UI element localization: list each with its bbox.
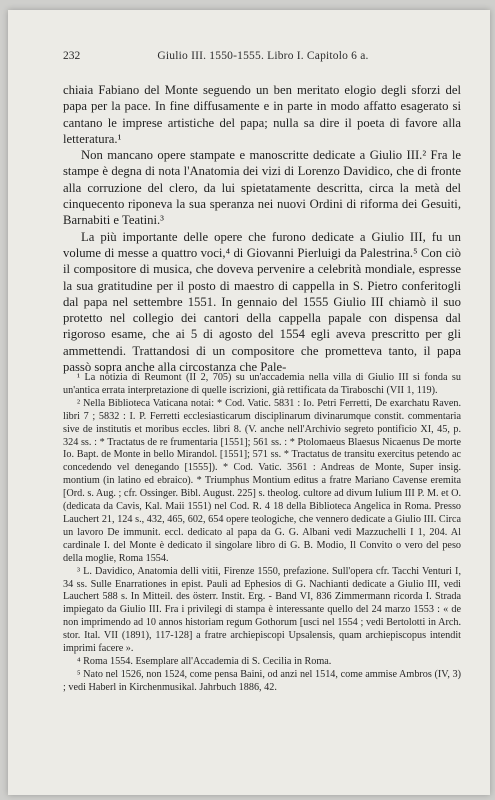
footnote: ³ L. Davidico, Anatomia delli vitii, Firenze 1550, prefazione. Sull'opera cfr. Tacchi Venturi I, 34 ss. Sulle Enarrationes in epist. Pauli ad Ephesios di G. Nachianti dedicate a Giulio III, vedi Lauchert 588 s. In Mitteil. des österr. Instit. Erg. - Band VI, 836 Zimmermann ricorda I. Strada impiegato da Giulio III. Fra i privilegi di stampa è interessante quello del 24 marzo 1553 : « de non imprimendo ad 10 annos historiam regum Gothorum [usci nel 1554 ; vedi Bertolotti in Arch. stor. Ital. VII (1891), 117-128] a fratre archiepiscopi Upsalensis, quam archiepiscopus intendit imprimi facere ». bbox=[63, 565, 461, 655]
paragraph: La più importante delle opere che furono dedicate a Giulio III, fu un volume di messe a quattro voci,⁴ di Giovanni Pierluigi da Palestrina.⁵ Con ciò il compositore di musica, che doveva pervenire a celebrità mondiale, espresse la sua gratitudine per il posto di maestro di cappella in S. Pietro conferitogli dal papa nel settembre 1551. In gennaio del 1555 Giulio III chiamò il suo protetto nel collegio dei cantori della cappella papale con dispensa dal rigoroso esame, che ai 5 di agosto del 1554 egli aveva prescritto per gli ammettendi. Trattandosi di un compositore che prometteva tanto, il papa passò sopra anche alla circostanza che Pale- bbox=[63, 229, 461, 375]
footnote: ¹ La notizia di Reumont (II 2, 705) su un'accademia nella villa di Giulio III si fonda su un'antica errata interpretazione di quelle iscrizioni, già rettificata da Tiraboschi (VII 1, 119). bbox=[63, 372, 461, 396]
book-page bbox=[8, 10, 490, 795]
footnote: ⁴ Roma 1554. Esemplare all'Accademia di S. Cecilia in Roma. bbox=[77, 655, 332, 667]
page-number: 232 bbox=[63, 50, 81, 62]
footnote: ² Nella Biblioteca Vaticana notai: * Cod. Vatic. 5831 : Io. Petri Ferretti, De exarchatu Raven. libri 7 ; 5832 : I. P. Ferretti ecclesiasticarum disciplinarum divinarumque constit. commentaria sive de institutis et moribus eccles. libri 8. (V. anche nell'Archivio segreto pontificio XI, 45, p. 324 ss. : * Tractatus de re frumentaria [1551]; 561 ss. : * Ptolomaeus Blaesus Nicaenus De morte Io. Bapt. de Monte in bello Mirandol. [1551]; 571 ss. * Tractatus de transitu exercitus petendo ac concedendo vel denegando [1555]). * Cod. Vatic. 3561 : Andreas de Monte, Super insig. montium (in latino ed ebraico). * Triumphus Montium editus a fratre Mariano Cavense eremita [Ord. s. Aug. ; cfr. Ossinger. Bibl. August. 225] s. theolog. cultore ad divum Iulium III P. M. et O. (dedicata da Cavis, Kal. Maii 1551) nel Cod. R. 4 18 della Biblioteca Angelica in Roma. Presso Lauchert 21, 124 s., 432, 465, 602, 654 opere teologiche, che vennero dedicate a Giulio III. Circa un lavoro De immunit. eccl. dedicato al papa da G. G. Albani vedi Mazzuchelli I 1, 204. Al cardinale I. del Monte è dedicato il singolare libro di G. B. Modio, Il Convito o vero del peso della moglie, Roma 1554. bbox=[63, 397, 461, 564]
footnote: ⁵ Nato nel 1526, non 1524, come pensa Baini, od anzi nel 1514, come ammise Ambros (IV, 3) ; vedi Haberl in Kirchenmusikal. Jahrbuch 1886, 42. bbox=[63, 668, 461, 693]
paragraph: chiaia Fabiano del Monte seguendo un ben meritato elogio degli sforzi del papa per la pace. In fine diffusamente e in parte in modo affatto esagerato si cantano le imprese artistiche del papa; nulla sa dire il poeta di favore alla letteratura.¹ bbox=[63, 83, 461, 146]
main-text bbox=[63, 82, 461, 375]
running-title: Giulio III. 1550-1555. Libro I. Capitolo 6 a. bbox=[157, 50, 369, 62]
footnotes bbox=[63, 372, 461, 695]
paragraph: Non mancano opere stampate e manoscritte dedicate a Giulio III.² Fra le stampe è degna di nota l'Anatomia dei vizi di Lorenzo Davidico, che di fronte alla corruzione del clero, da lui spietatamente descritta, circa la metà del cinquecento riponeva la sua speranza nei nuovi Ordini di riforma dei Gesuiti, Barnabiti e Teatini.³ bbox=[63, 148, 461, 228]
